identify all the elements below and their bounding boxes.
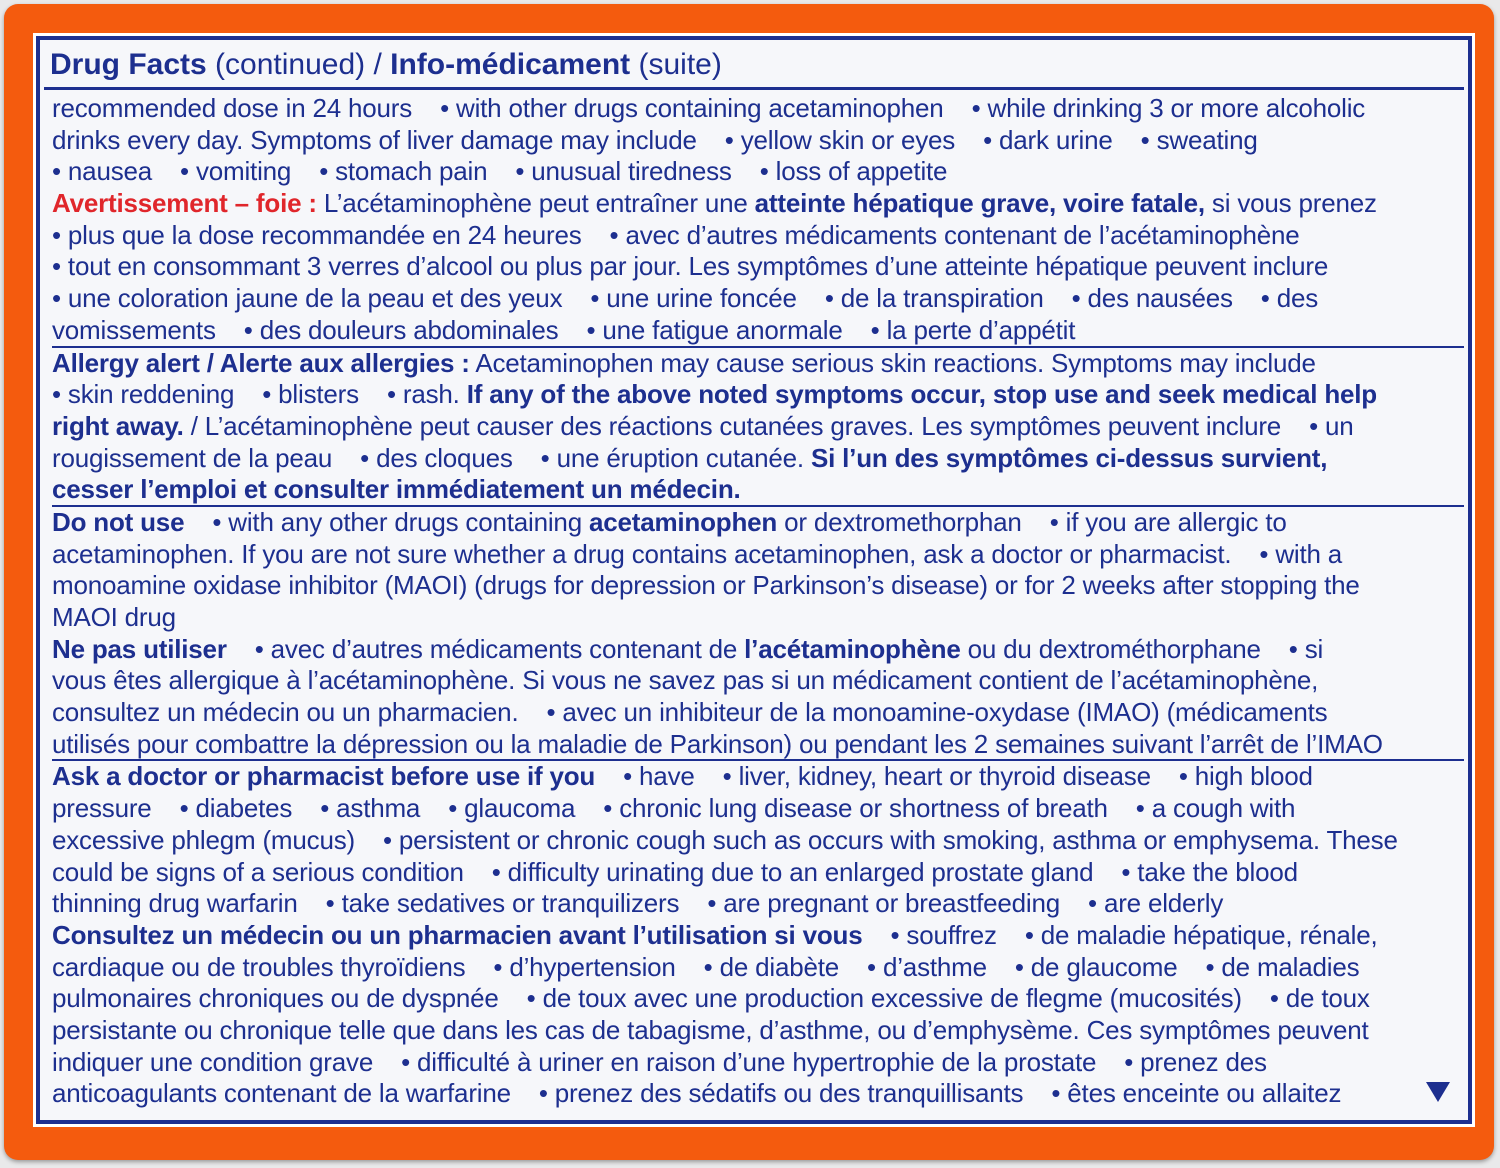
text-segment: • a cough with xyxy=(1135,793,1296,824)
text-segment: • prenez des xyxy=(1124,1046,1267,1077)
text-segment: • un xyxy=(1309,410,1354,441)
text-segment: • des xyxy=(1260,283,1319,314)
text-segment: MAOI drug xyxy=(52,602,176,632)
text-segment: • avec d’autres médicaments contenant de xyxy=(254,633,745,664)
text-segment: Si l’un des symptômes ci-dessus survient, xyxy=(810,442,1328,473)
text-segment: si vous prenez xyxy=(1204,188,1377,219)
text-segment: • skin reddening xyxy=(52,379,235,410)
text-segment: • have xyxy=(623,761,695,792)
text-segment: Acetaminophen may cause serious skin reactions. Symptoms may include xyxy=(469,347,1316,378)
text-segment: • high blood xyxy=(1178,761,1313,792)
consultez-heading: Consultez un médecin ou un pharmacien avant l’utilisation si vous xyxy=(52,919,863,950)
title-en-suffix: (continued) / xyxy=(206,48,391,81)
continued-arrow-icon xyxy=(1426,1082,1450,1102)
text-segment: • liver, kidney, heart or thyroid disease xyxy=(722,761,1151,792)
text-segment: vomissements xyxy=(52,314,216,345)
text-segment: thinning drug warfarin xyxy=(52,888,298,919)
text-segment: cardiaque ou de troubles thyroïdiens xyxy=(52,951,466,982)
liver-warning-heading: Avertissement – foie : xyxy=(52,188,317,219)
title-en: Drug Facts xyxy=(50,48,207,81)
do-not-use-line-1 xyxy=(52,507,1464,539)
allergy-line-2 xyxy=(52,379,1464,411)
liver-en-line-2 xyxy=(52,125,1464,157)
text-segment: ou du dextrométhorphane xyxy=(960,633,1261,664)
allergy-line-4 xyxy=(52,443,1464,475)
panel-title xyxy=(50,46,1458,84)
text-segment: • de toux xyxy=(1269,983,1370,1014)
text-segment: • la perte d’appétit xyxy=(870,314,1076,345)
ask-doctor-heading: Ask a doctor or pharmacist before use if you xyxy=(52,761,596,792)
text-segment: • des cloques xyxy=(360,442,513,473)
text-segment: monoamine oxidase inhibitor (MAOI) (drugs for depression or Parkinson’s disease) or for 2 weeks after stopping the xyxy=(52,570,1360,601)
text-segment: • unusual tiredness xyxy=(515,156,732,187)
consultez-line-3 xyxy=(52,983,1464,1015)
ask-doctor-line-4 xyxy=(52,857,1464,889)
text-segment: • de diabète xyxy=(703,951,840,982)
text-segment: • de maladies xyxy=(1205,951,1360,982)
text-segment: • d’hypertension xyxy=(493,951,676,982)
text-segment: • prenez des sédatifs ou des tranquillisants xyxy=(538,1078,1024,1109)
text-segment: • are pregnant or breastfeeding xyxy=(707,888,1061,919)
text-segment: • des nausées xyxy=(1071,283,1233,314)
text-segment: L’acétaminophène peut entraîner une xyxy=(316,188,755,219)
title-fr-suffix: (suite) xyxy=(630,48,722,81)
text-segment: • take the blood xyxy=(1121,856,1298,887)
text-segment: excessive phlegm (mucus) xyxy=(52,824,355,855)
consultez-line-5 xyxy=(52,1047,1464,1079)
text-segment: rougissement de la peau xyxy=(52,442,333,473)
ne-pas-utiliser-line-3 xyxy=(52,697,1464,729)
text-segment: • souffrez xyxy=(890,919,997,950)
text-segment: • difficulté à uriner en raison d’une hypertrophie de la prostate xyxy=(401,1046,1097,1077)
liver-fr-line-3 xyxy=(52,251,1464,283)
text-segment: atteinte hépatique grave, voire fatale, xyxy=(754,188,1205,219)
do-not-use-line-4 xyxy=(52,602,1464,634)
text-segment: • persistent or chronic cough such as occurs with smoking, asthma or emphysema. These xyxy=(382,824,1398,855)
allergy-line-3 xyxy=(52,411,1464,443)
text-segment: • vomiting xyxy=(180,156,292,187)
text-segment: • tout en consommant 3 verres d’alcool ou plus par jour. Les symptômes d’une atteinte hépatique peuvent inclure xyxy=(52,251,1329,282)
text-segment: persistante ou chronique telle que dans les cas de tabagisme, d’asthme, ou d’emphysème. Ces symptômes peuvent xyxy=(52,1014,1369,1045)
text-segment: • une fatigue anormale xyxy=(586,314,843,345)
text-segment: • sweating xyxy=(1140,124,1258,155)
text-segment: vous êtes allergique à l’acétaminophène. Si vous ne savez pas si un médicament contient de l’acétaminophène, xyxy=(52,665,1319,696)
text-segment: / L’acétaminophène peut causer des réactions cutanées graves. Les symptômes peuvent inclure xyxy=(183,410,1282,441)
text-segment: • with any other drugs containing xyxy=(212,506,589,537)
text-segment: • si xyxy=(1288,633,1324,664)
text-segment: pulmonaires chroniques ou de dyspnée xyxy=(52,983,499,1014)
text-segment: • if you are allergic to xyxy=(1049,506,1287,537)
ask-doctor-line-1 xyxy=(52,761,1464,793)
text-segment: • avec un inhibiteur de la monoamine-oxydase (IMAO) (médicaments xyxy=(546,697,1328,728)
ne-pas-utiliser-line-4 xyxy=(52,729,1464,761)
text-segment: utilisés pour combattre la dépression ou la maladie de Parkinson) ou pendant les 2 semaines suivant l’arrêt de l’IMAO xyxy=(52,728,1383,759)
text-segment: • rash. xyxy=(386,379,467,410)
title-fr: Info-médicament xyxy=(390,48,631,81)
text-segment: • difficulty urinating due to an enlarged prostate gland xyxy=(491,856,1094,887)
text-segment: • while drinking 3 or more alcoholic xyxy=(971,93,1366,123)
text-segment: cesser l’emploi et consulter immédiatement un médecin. xyxy=(52,474,741,505)
text-segment: • plus que la dose recommandée en 24 heures xyxy=(52,219,582,250)
text-segment: • dark urine xyxy=(983,124,1113,155)
allergy-heading: Allergy alert / Alerte aux allergies : xyxy=(52,347,470,378)
text-segment: consultez un médecin ou un pharmacien. xyxy=(52,697,519,728)
text-segment: right away. xyxy=(52,410,184,441)
liver-fr-line-5 xyxy=(52,315,1464,347)
text-segment: • une urine foncée xyxy=(590,283,797,314)
allergy-line-5 xyxy=(52,474,1464,506)
text-segment: • take sedatives or tranquilizers xyxy=(325,888,680,919)
text-segment: or dextromethorphan xyxy=(777,506,1022,537)
text-segment: • de maladie hépatique, rénale, xyxy=(1024,919,1378,950)
text-segment: • yellow skin or eyes xyxy=(724,124,956,155)
text-segment: recommended dose in 24 hours xyxy=(52,93,413,123)
text-segment: • de toux avec une production excessive de flegme (mucosités) xyxy=(526,983,1242,1014)
text-segment: drinks every day. Symptoms of liver damage may include xyxy=(52,124,697,155)
text-segment: • êtes enceinte ou allaitez xyxy=(1051,1078,1342,1109)
ne-pas-utiliser-line-2 xyxy=(52,665,1464,697)
text-segment: • des douleurs abdominales xyxy=(243,314,559,345)
ask-doctor-line-5 xyxy=(52,888,1464,920)
consultez-line-6 xyxy=(52,1078,1464,1110)
text-segment: • de la transpiration xyxy=(824,283,1044,314)
liver-en-line-3 xyxy=(52,156,1464,188)
text-segment: • avec d’autres médicaments contenant de l’acétaminophène xyxy=(609,219,1300,250)
drug-facts-body xyxy=(52,93,1464,1110)
text-segment: • chronic lung disease or shortness of breath xyxy=(603,793,1108,824)
text-segment: acetaminophen. If you are not sure whether a drug contains acetaminophen, ask a doctor or pharmacist. xyxy=(52,538,1232,569)
text-segment: • asthma xyxy=(320,793,421,824)
text-segment: • diabetes xyxy=(179,793,293,824)
text-segment: • glaucoma xyxy=(448,793,576,824)
ne-pas-utiliser-heading: Ne pas utiliser xyxy=(52,633,227,664)
allergy-line-1 xyxy=(52,348,1464,380)
text-segment: indiquer une condition grave xyxy=(52,1046,374,1077)
text-segment: • with other drugs containing acetaminophen xyxy=(440,93,944,123)
text-segment: • nausea xyxy=(52,156,153,187)
consultez-line-1 xyxy=(52,920,1464,952)
text-segment: • une coloration jaune de la peau et des yeux xyxy=(52,283,563,314)
text-segment: • with a xyxy=(1259,538,1343,569)
text-segment: • d’asthme xyxy=(867,951,987,982)
do-not-use-heading: Do not use xyxy=(52,506,185,537)
text-segment: • blisters xyxy=(262,379,359,410)
ask-doctor-line-3 xyxy=(52,825,1464,857)
do-not-use-line-3 xyxy=(52,570,1464,602)
ask-doctor-line-2 xyxy=(52,793,1464,825)
text-segment: could be signs of a serious condition xyxy=(52,856,464,887)
text-segment: pressure xyxy=(52,793,152,824)
liver-en-line-1 xyxy=(52,93,1464,125)
liver-fr-line-2 xyxy=(52,220,1464,252)
text-segment: If any of the above noted symptoms occur, stop use and seek medical help xyxy=(466,379,1377,410)
text-segment: anticoagulants contenant de la warfarine xyxy=(52,1078,511,1109)
text-segment: • are elderly xyxy=(1088,888,1224,919)
text-segment: l’acétaminophène xyxy=(744,633,961,664)
text-segment: acetaminophen xyxy=(588,506,778,537)
do-not-use-line-2 xyxy=(52,539,1464,571)
text-segment: • stomach pain xyxy=(319,156,488,187)
product-label xyxy=(4,4,1494,1160)
liver-fr-line-1 xyxy=(52,188,1464,220)
text-segment: • de glaucome xyxy=(1014,951,1178,982)
drug-facts-panel xyxy=(36,36,1472,1124)
text-segment: • une éruption cutanée. xyxy=(540,442,811,473)
text-segment: • loss of appetite xyxy=(759,156,948,187)
consultez-line-4 xyxy=(52,1015,1464,1047)
ne-pas-utiliser-line-1 xyxy=(52,634,1464,666)
consultez-line-2 xyxy=(52,952,1464,984)
title-divider xyxy=(44,87,1464,90)
liver-fr-line-4 xyxy=(52,283,1464,315)
